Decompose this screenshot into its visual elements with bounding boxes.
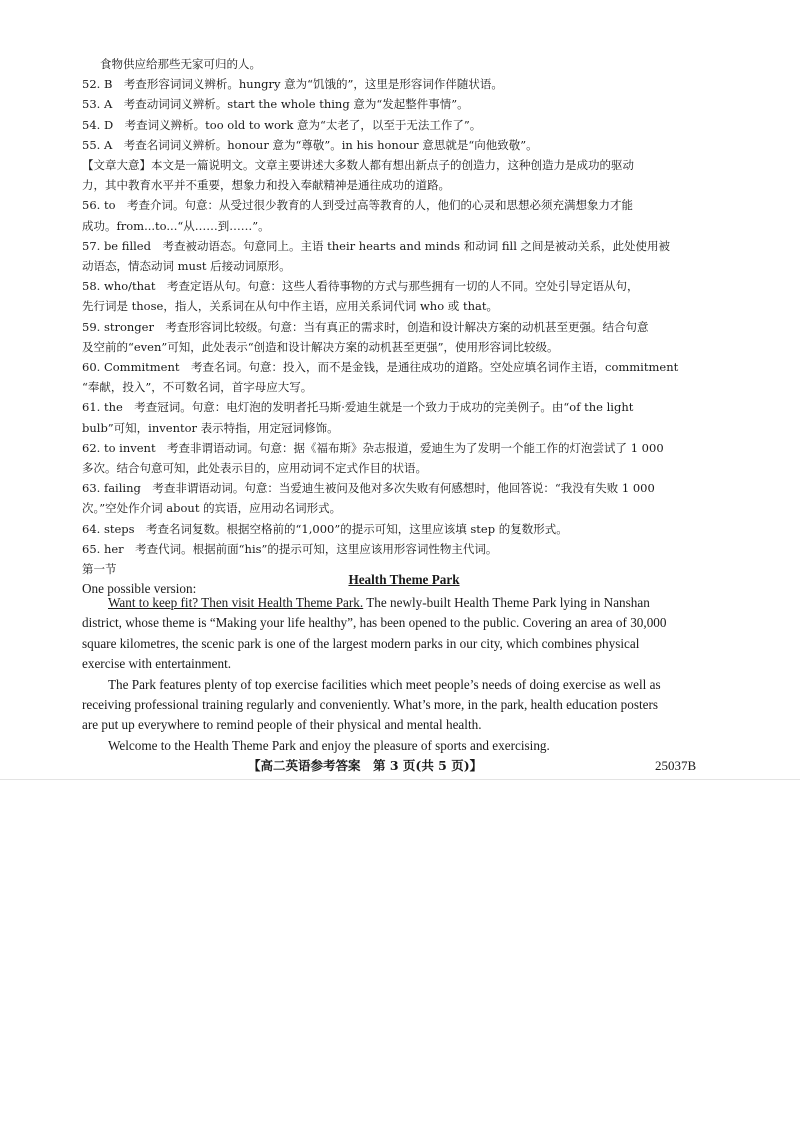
essay-paragraph-2-line: The Park features plenty of top exercise facilities which meet people’s needs of doing exercise as well as [108,676,661,692]
essay-paragraph-2-line: are put up everywhere to remind people of their physical and mental health. [82,717,482,733]
essay-title: Health Theme Park [348,572,460,587]
footer-page-info: 【高二英语参考答案 第 3 页(共 5 页)】 [248,758,483,773]
answer-line: 次。”空处作介词 about 的宾语，应用动名词形式。 [82,501,342,516]
answer-line: 61. the 考查冠词。句意：电灯泡的发明者托马斯·爱迪生就是一个致力于成功的完美例子。由“of the light [82,400,634,415]
passage-summary [82,155,726,195]
answer-52: 52. B 考查形容词词义辨析。hungry 意为“饥饿的”，这里是形容词作伴随状语。 [82,77,503,92]
answer-line: 及空前的“even”可知，此处表示“创造和设计解决方案的动机甚至更强”，使用形容词比较级。 [82,339,559,354]
answer-59 [82,317,726,357]
answer-65: 65. her 考查代词。根据前面“his”的提示可知，这里应该用形容词性物主代词。 [82,541,498,556]
answer-line: 56. to 考查介词。句意：从受过很少教育的人到受过高等教育的人，他们的心灵和思想必须充满想象力才能 [82,198,633,213]
answer-53: 53. A 考查动词词义辨析。start the whole thing 意为“发起整件事情”。 [82,97,469,112]
answer-line: 先行词是 those，指人，关系词在从句中作主语，应用关系词代词 who 或 that。 [82,299,498,314]
answer-line: 成功。from...to...“从……到……”。 [82,218,270,233]
essay-paragraph-1-line: exercise with entertainment. [82,656,232,672]
answer-line: 62. to invent 考查非谓语动词。句意：据《福布斯》杂志报道，爱迪生为了发明一个能工作的灯泡尝试了 1 000 [82,440,664,455]
answer-line: 动语态，情态动词 must 后接动词原形。 [82,259,291,274]
answer-line: 59. stronger 考查形容词比较级。句意：当有真正的需求时，创造和设计解决方案的动机甚至更强。结合句意 [82,319,649,334]
answer-line: 58. who/that 考查定语从句。句意：这些人看待事物的方式与那些拥有一切的人不同。空处引导定语从句， [82,279,639,294]
answer-62 [82,438,726,478]
answer-line: 60. Commitment 考查名词。句意：投入，而不是金钱，是通往成功的道路。空处应填名词作主语，commitment [82,360,679,375]
sample-essay [82,568,726,756]
answer-line: 多次。结合句意可知，此处表示目的，应用动词不定式作目的状语。 [82,461,427,476]
answer-line: 63. failing 考查非谓语动词。句意：当爱迪生被问及他对多次失败有何感想时，他回答说：“我没有失败 1 000 [82,481,655,496]
answer-60 [82,357,726,397]
answer-line: “奉献，投入”，不可数名词，首字母应大写。 [82,380,313,395]
answer-64: 64. steps 考查名词复数。根据空格前的“1,000”的提示可知，这里应该填 step 的复数形式。 [82,521,568,536]
essay-paragraph-2-line: receiving professional training regularly and conveniently. What’s more, in the park, health education posters [82,697,659,713]
essay-paragraph-3-line: Welcome to the Health Theme Park and enjoy the pleasure of sports and exercising. [108,737,550,753]
answer-56 [82,195,726,235]
essay-paragraph-1-line: square kilometres, the scenic park is one of the largest modern parks in our city, which combines physical [82,635,640,651]
essay-paragraph-1-line: district, whose theme is “Making your life healthy”, has been opened to the public. Covering an area of 30,000 [82,615,667,631]
answer-63 [82,478,726,518]
answer-54: 54. D 考查词义辨析。too old to work 意为“太老了，以至于无法工作了”。 [82,117,482,132]
version-label: One possible version: [82,581,197,597]
answer-58 [82,276,726,316]
answer-61 [82,397,726,437]
essay-paragraph-1-line [82,593,726,613]
answer-continuation-line: 食物供应给那些无家可归的人。 [100,57,261,71]
essay-text: The newly-built Health Theme Park lying in Nanshan [363,595,650,610]
passage-summary-line: 力，其中教育水平并不重要，想象力和投入奉献精神是通往成功的道路。 [82,178,450,193]
answer-line: bulb”可知，inventor 表示特指，用定冠词修饰。 [82,420,339,435]
essay-hook-sentence: Want to keep fit? Then visit Health Theme Park. [108,595,364,610]
answer-list [82,54,726,599]
answer-line: 57. be filled 考查被动语态。句意同上。主语 their hearts and minds 和动词 fill 之间是被动关系，此处使用被 [82,238,671,253]
footer-divider [0,779,800,780]
footer-exam-code: 25037B [655,758,697,773]
answer-57 [82,236,726,276]
section-label: 第一节 [82,562,117,577]
passage-summary-line: 【文章大意】本文是一篇说明文。文章主要讲述大多数人都有想出新点子的创造力，这种创造力是成功的驱动 [82,158,634,173]
answer-55: 55. A 考查名词词义辨析。honour 意为“尊敬”。in his honour 意思就是“向他致敬”。 [82,137,538,152]
